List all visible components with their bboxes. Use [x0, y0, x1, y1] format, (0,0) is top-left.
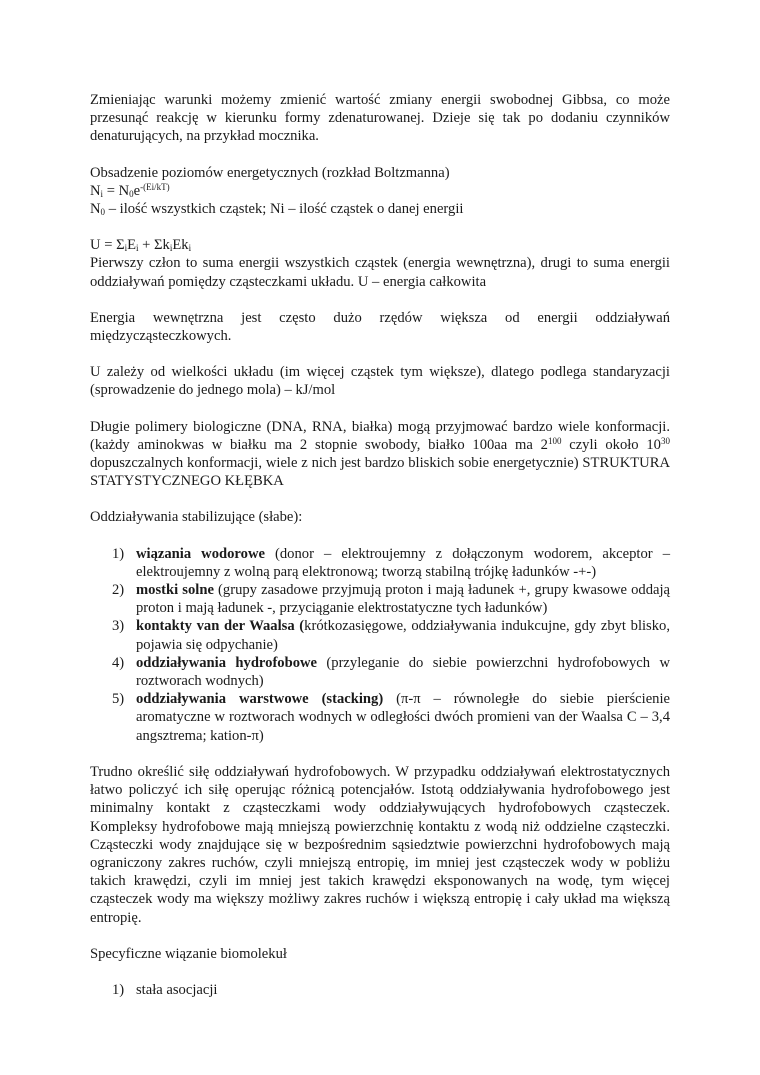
boltzmann-definition: $N_0$ – ilość wszystkich cząstek; Ni – ilość cząstek o danej energii	[90, 201, 464, 218]
stabilizing-title: Oddziaływania stabilizujące (słabe):	[90, 509, 303, 526]
paragraph-standardization: U zależy od wielkości układu (im więcej cząstek tym większe), dlatego podlega standaryzacji (sprowadzenie do jednego mola) – kJ/mol	[90, 364, 670, 399]
paragraph-internal-energy: Energia wewnętrzna jest często dużo rzędów większa od energii oddziaływań międzycząsteczkowych.	[90, 309, 670, 345]
list-item: 4) oddziaływania hydrofobowe (przyleganie do siebie powierzchni hydrofobowych w roztworach wodnych)	[112, 654, 670, 690]
list-item: 1) stała asocjacji	[112, 981, 218, 998]
paragraph-energy-terms: Pierwszy człon to suma energii wszystkich cząstek (energia wewnętrzna), drugi to suma energii oddziaływań pomiędzy cząsteczkami układu. U – energia całkowita	[90, 255, 670, 290]
specific-binding-list	[90, 981, 670, 999]
specific-binding-title: Specyficzne wiązanie biomolekuł	[90, 945, 287, 962]
paragraph-polymers: Długie polimery biologiczne (DNA, RNA, białka) mogą przyjmować bardzo wiele konformacji. (każdy aminokwas w białku ma 2 stopnie swobody, białko 100aa ma $2^{100}$ czyli około $10^{30}$ dopuszczalnych konformacji, wiele z nich jest bardzo bliskich sobie energetycznie) STRUKTURA STATYSTYCZNEGO KŁĘBKA	[90, 418, 670, 490]
list-item: 2) mostki solne (grupy zasadowe przyjmują proton i mają ładunek +, grupy kwasowe oddają proton i mają ładunek -, przyciąganie elektrostatyczne tych ładunków)	[112, 582, 670, 617]
paragraph-hydrophobic: Trudno określić siłę oddziaływań hydrofobowych. W przypadku oddziaływań elektrostatycznych łatwo policzyć ich siłę operując różnicą potencjałów. Istotą oddziaływania hydrofobowego jest minimalny kontakt z cząsteczkami wody oddziaływujących hydrofobowych cząsteczek. Kompleksy hydrofobowe mają mniejszą powierzchnię kontaktu z wodą niż oddzielne cząsteczki. Cząsteczki wody znajdujące się w bezpośrednim sąsiedztwie powierzchni hydrofobowych mają ograniczony zakres ruchów, czyli mniejszą entropię, im mniej jest cząsteczek wody w pobliżu takich krawędzi, czyli im mniej jest takich krawędzi eksponowanych na wodę, tym więcej cząsteczek wody ma większy możliwy zakres ruchów i większą entropię i cały układ ma większą entropię.	[90, 763, 670, 926]
stabilizing-list	[90, 545, 670, 745]
document-page	[90, 91, 670, 999]
list-item: 5) oddziaływania warstwowe (stacking) (π-π – równoległe do siebie pierścienie aromatyczne w roztworach wodnych w odległości dwóch promieni van der Waalsa C – 3,4 angsztrema; kation-π)	[112, 691, 671, 744]
paragraph-gibbs: Zmieniając warunki możemy zmienić wartość zmiany energii swobodnej Gibbsa, co może przesunąć reakcję w kierunku formy zdenaturowanej. Dzieje się tak po dodaniu czynników denaturujących, na przykład mocznika.	[90, 92, 670, 145]
list-item: 3) kontakty van der Waalsa (krótkozasięgowe, oddziaływania indukcujne, gdy zbyt blisko, pojawia się odpychanie)	[112, 618, 670, 653]
list-item: 1) wiązania wodorowe (donor – elektroujemny z dołączonym wodorem, akceptor – elektroujemny z wolną parą elektronową; tworzą stabilną trójkę ładunków -+-)	[112, 545, 670, 580]
boltzmann-formula: $N_i = N_0e^{-(Ei/kT)}$	[90, 181, 170, 199]
boltzmann-title: Obsadzenie poziomów energetycznych (rozkład Boltzmanna)	[90, 164, 450, 181]
energy-formula: $U = \Sigma_iE_i + \Sigma k_iEk_i$	[90, 237, 192, 254]
